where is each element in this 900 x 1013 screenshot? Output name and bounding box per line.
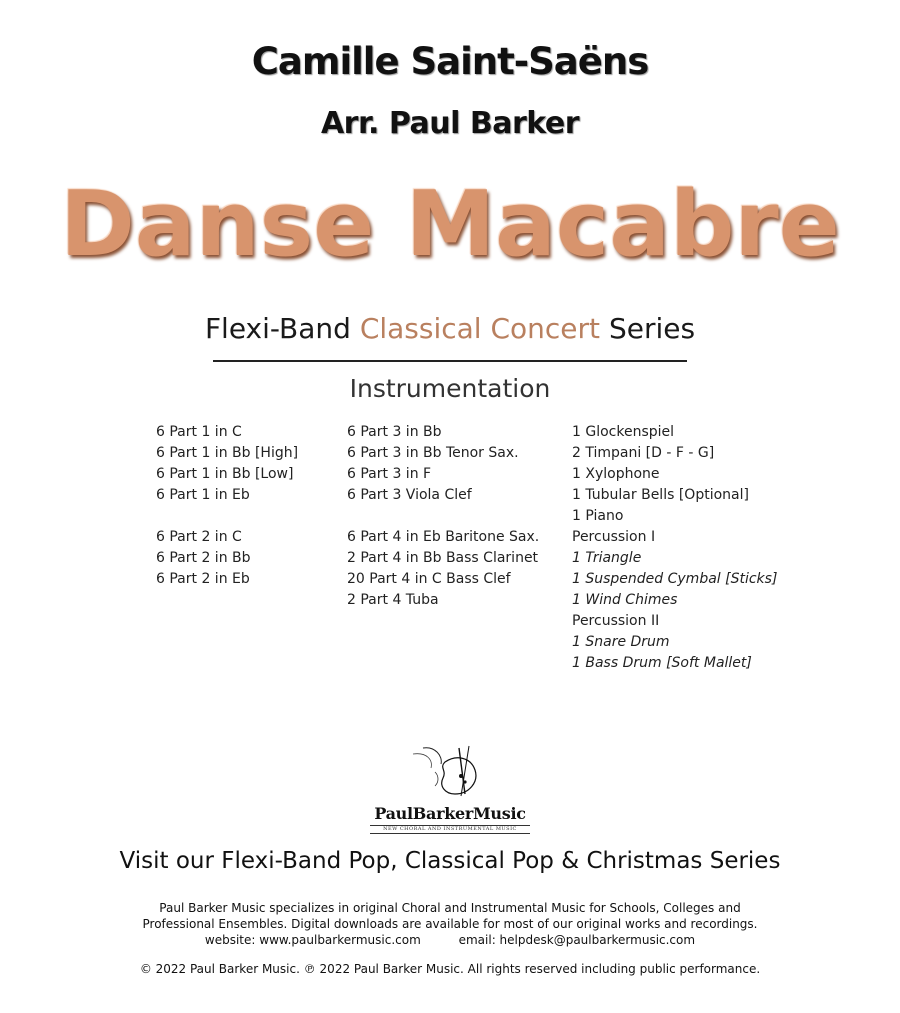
instrument-part: Percussion I (572, 529, 656, 545)
arranger-name: Arr. Paul Barker (320, 106, 580, 141)
publisher-name: PaulBarkerMusic (374, 804, 526, 823)
series-title (0, 312, 900, 345)
violin-bow-icon (405, 742, 495, 800)
instrument-part: 1 Wind Chimes (572, 592, 678, 608)
instrument-part: 1 Bass Drum [Soft Mallet] (572, 655, 752, 671)
instrument-part: 6 Part 3 in Bb Tenor Sax. (347, 445, 519, 461)
copyright-notice: © 2022 Paul Barker Music. ℗ 2022 Paul Barker Music. All rights reserved including public performance. (139, 962, 761, 976)
website-link[interactable]: website: www.paulbarkermusic.com (204, 933, 421, 947)
instrument-part: 2 Part 4 Tuba (347, 592, 439, 608)
instrument-part: 6 Part 2 in Eb (156, 571, 250, 587)
instrument-part: 1 Glockenspiel (572, 424, 675, 440)
instrument-part: 6 Part 1 in Bb [Low] (156, 466, 294, 482)
instrument-column-2 (347, 422, 539, 611)
publisher-tagline: NEW CHORAL AND INSTRUMENTAL MUSIC (370, 825, 530, 834)
composer-name: Camille Saint-Saëns (251, 40, 649, 83)
instrument-column-1 (156, 422, 298, 590)
instrument-column-3 (572, 422, 777, 674)
instrument-part: 6 Part 3 Viola Clef (347, 487, 472, 503)
series-prefix: Flexi-Band (204, 312, 351, 345)
instrument-part: 6 Part 4 in Eb Baritone Sax. (347, 529, 540, 545)
about-line-2: Professional Ensembles. Digital downloads are available for most of our original works and recordings. (142, 917, 758, 931)
instrument-part: 1 Snare Drum (572, 634, 670, 650)
instrument-part: 1 Xylophone (572, 466, 660, 482)
piece-title: Danse Macabre (60, 172, 840, 277)
about-line-1: Paul Barker Music specializes in original Choral and Instrumental Music for Schools, Colleges and (159, 901, 741, 915)
instrument-part: 6 Part 3 in Bb (347, 424, 442, 440)
instrument-part: 2 Timpani [D - F - G] (572, 445, 715, 461)
instrument-part: Percussion II (572, 613, 660, 629)
instrument-part: 6 Part 3 in F (347, 466, 432, 482)
instrument-part: 1 Triangle (572, 550, 642, 566)
email-link[interactable]: email: helpdesk@paulbarkermusic.com (458, 933, 696, 947)
contact-line (0, 932, 900, 948)
column-spacer (347, 506, 539, 527)
publisher-logo (360, 742, 540, 832)
instrument-part: 20 Part 4 in C Bass Clef (347, 571, 511, 587)
about-text (0, 900, 900, 932)
visit-series-banner: Visit our Flexi-Band Pop, Classical Pop & Christmas Series (119, 848, 781, 874)
instrument-part: 6 Part 2 in Bb (156, 550, 251, 566)
series-suffix: Series (608, 312, 696, 345)
column-spacer (156, 506, 298, 527)
instrument-part: 6 Part 2 in C (156, 529, 242, 545)
series-accent: Classical Concert (359, 312, 601, 345)
instrumentation-heading: Instrumentation (349, 374, 551, 403)
instrument-part: 1 Tubular Bells [Optional] (572, 487, 749, 503)
instrument-part: 6 Part 1 in Bb [High] (156, 445, 299, 461)
instrument-part: 2 Part 4 in Bb Bass Clarinet (347, 550, 539, 566)
divider-rule (213, 360, 687, 362)
instrument-part: 1 Piano (572, 508, 624, 524)
instrument-part: 1 Suspended Cymbal [Sticks] (572, 571, 778, 587)
instrument-part: 6 Part 1 in Eb (156, 487, 250, 503)
instrument-part: 6 Part 1 in C (156, 424, 242, 440)
